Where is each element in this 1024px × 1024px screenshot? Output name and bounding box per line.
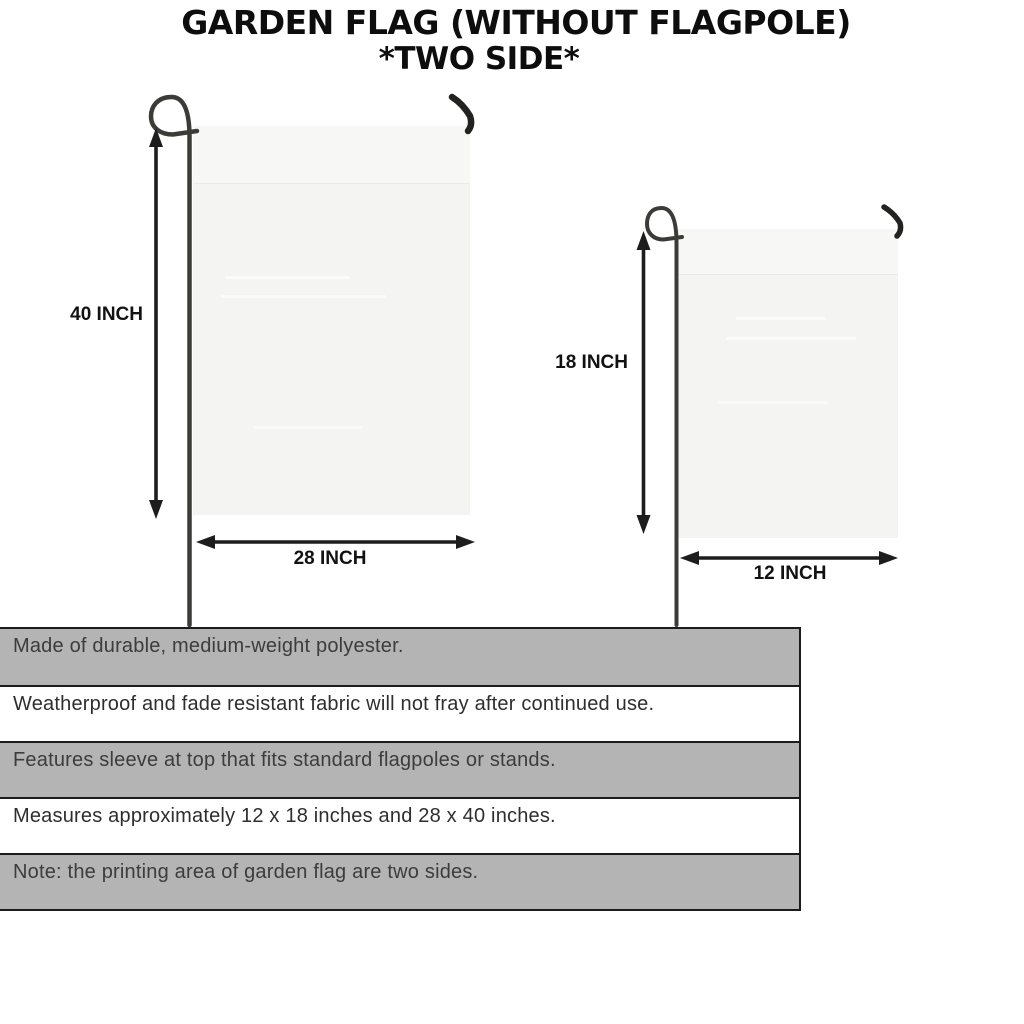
fold-streak	[225, 276, 350, 279]
spec-row-material: Made of durable, medium-weight polyester.	[0, 629, 799, 685]
page-subtitle: *TWO SIDE*	[378, 41, 580, 77]
fold-streak	[736, 317, 826, 320]
spec-row-weatherproof: Weatherproof and fade resistant fabric will not fray after continued use.	[0, 685, 799, 741]
fold-streak	[253, 426, 363, 429]
large-flag	[193, 126, 470, 515]
small-height-arrow	[637, 231, 651, 534]
small-width-label: 12 INCH	[753, 563, 827, 584]
spec-table	[0, 627, 801, 911]
large-height-label: 40 INCH	[70, 304, 143, 325]
spec-row-note: Note: the printing area of garden flag are two sides.	[0, 853, 799, 909]
large-height-arrow	[149, 128, 163, 519]
page-title: GARDEN FLAG (WITHOUT FLAGPOLE)	[181, 3, 851, 42]
large-width-label: 28 INCH	[293, 548, 367, 569]
fold-streak	[726, 337, 856, 340]
small-flag-sleeve	[678, 229, 898, 275]
small-flagpole	[647, 208, 682, 625]
title-block	[0, 4, 1024, 77]
small-height-label: 18 INCH	[555, 352, 628, 373]
fold-streak	[221, 295, 386, 298]
large-flagpole	[151, 97, 197, 625]
large-width-arrow	[196, 535, 475, 549]
fold-streak	[718, 401, 828, 404]
small-flag	[678, 229, 898, 538]
large-flag-sleeve	[193, 126, 470, 184]
spec-row-measures: Measures approximately 12 x 18 inches and 28 x 40 inches.	[0, 797, 799, 853]
spec-row-sleeve: Features sleeve at top that fits standard flagpoles or stands.	[0, 741, 799, 797]
